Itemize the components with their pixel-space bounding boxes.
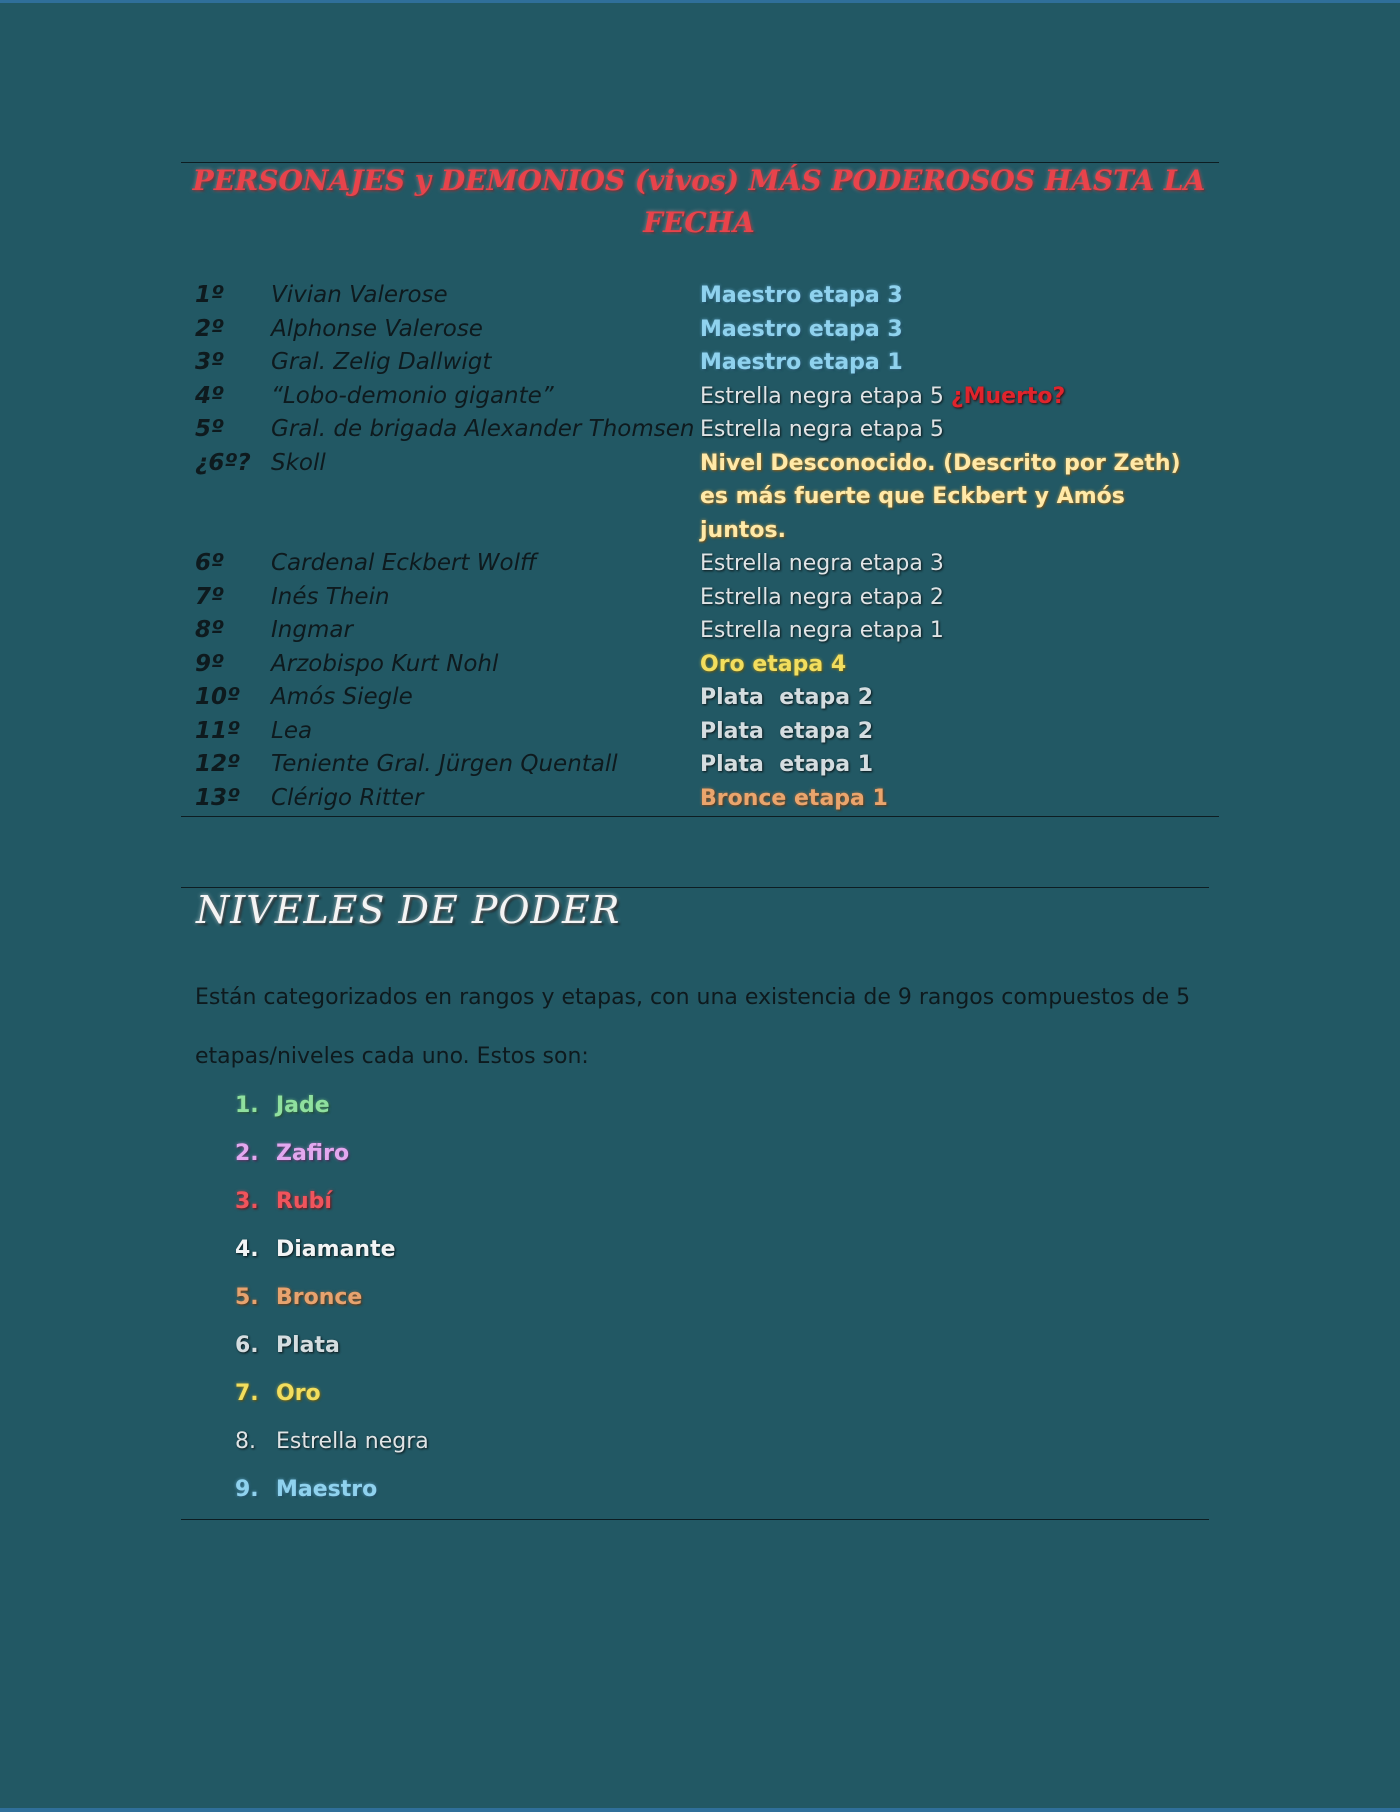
ranking-name: Skoll bbox=[271, 449, 326, 476]
rank-label: Zafiro bbox=[276, 1141, 350, 1166]
ranking-row bbox=[195, 313, 1195, 347]
ranking-name: Alphonse Valerose bbox=[271, 315, 483, 342]
ranking-level: Maestro etapa 1 bbox=[700, 350, 903, 375]
ranking-position: ¿6º? bbox=[195, 449, 251, 476]
ranking-name: Inés Thein bbox=[271, 583, 390, 610]
ranking-level: Estrella negra etapa 5 bbox=[700, 417, 944, 442]
ranking-name: Clérigo Ritter bbox=[271, 784, 424, 811]
ranking-name: Cardenal Eckbert Wolff bbox=[271, 550, 537, 576]
ranking-position: 1º bbox=[195, 282, 224, 308]
list-item bbox=[235, 1322, 429, 1370]
ranking-level: Nivel Desconocido. (Descrito por Zeth) es más fuerte que Eckbert y Amós juntos. bbox=[700, 450, 1181, 543]
ranking-level-cell bbox=[700, 380, 1195, 414]
ranking-position: 3º bbox=[195, 349, 224, 375]
ranking-bottom-rule bbox=[181, 816, 1219, 817]
list-number: 3. bbox=[235, 1189, 259, 1214]
rank-label: Bronce bbox=[276, 1285, 363, 1310]
list-bottom-rule bbox=[181, 1519, 1209, 1520]
ranking-row bbox=[195, 380, 1195, 414]
list-number: 5. bbox=[235, 1285, 259, 1310]
ranking-name: Lea bbox=[271, 717, 313, 744]
ranking-row bbox=[195, 447, 1195, 548]
ranking-name: Teniente Gral. Jürgen Quentall bbox=[271, 751, 618, 777]
ranking-level: Bronce etapa 1 bbox=[700, 785, 888, 811]
ranking-position: 12º bbox=[195, 751, 240, 777]
ranking-row bbox=[195, 346, 1195, 380]
list-item bbox=[235, 1466, 429, 1514]
ranking-level: Oro etapa 4 bbox=[700, 651, 847, 677]
rank-label: Maestro bbox=[276, 1477, 378, 1502]
intro-paragraph: Están categorizados en rangos y etapas, con una existencia de 9 rangos compuestos de 5 etapas/niveles cada uno. Estos son: bbox=[195, 985, 1191, 1069]
section-heading: NIVELES DE PODER bbox=[196, 888, 621, 932]
ranking-position: 4º bbox=[195, 382, 224, 409]
ranking-position: 6º bbox=[195, 550, 224, 576]
ranking-level: Estrella negra etapa 3 bbox=[700, 551, 944, 576]
ranking-name: Amós Siegle bbox=[271, 684, 413, 710]
page-bottom-border bbox=[0, 1808, 1400, 1812]
ranking-row bbox=[195, 715, 1195, 749]
list-number: 7. bbox=[235, 1381, 259, 1406]
ranking-row bbox=[195, 648, 1195, 682]
list-number: 1. bbox=[235, 1093, 259, 1118]
list-item bbox=[235, 1178, 429, 1226]
list-item bbox=[235, 1274, 429, 1322]
ranking-name: Vivian Valerose bbox=[271, 282, 448, 308]
list-item bbox=[235, 1418, 429, 1466]
list-number: 2. bbox=[235, 1141, 259, 1166]
list-item bbox=[235, 1130, 429, 1178]
ranking-row bbox=[195, 748, 1195, 782]
ranking-row bbox=[195, 681, 1195, 715]
ranking-row bbox=[195, 279, 1195, 313]
ranking-position: 5º bbox=[195, 416, 224, 442]
ranking-name: “Lobo-demonio gigante” bbox=[271, 382, 554, 409]
ranking-level: Plata etapa 2 bbox=[700, 685, 874, 710]
ranking-name: Arzobispo Kurt Nohl bbox=[271, 650, 499, 677]
rank-label: Jade bbox=[276, 1093, 330, 1118]
ranking-level: Plata etapa 1 bbox=[700, 752, 874, 777]
ranking-level: Estrella negra etapa 2 bbox=[700, 584, 944, 610]
ranking-row bbox=[195, 413, 1195, 447]
list-number: 6. bbox=[235, 1333, 259, 1358]
list-number: 4. bbox=[235, 1237, 259, 1262]
ranking-level: Estrella negra etapa 5 bbox=[700, 383, 944, 409]
rank-label: Estrella negra bbox=[276, 1429, 429, 1454]
rank-label: Oro bbox=[276, 1381, 321, 1406]
ranking-position: 13º bbox=[195, 784, 240, 811]
page-top-border bbox=[0, 0, 1400, 3]
ranking-row bbox=[195, 581, 1195, 615]
ranking-row bbox=[195, 782, 1195, 816]
ranking-row bbox=[195, 547, 1195, 581]
page-title: PERSONAJES y DEMONIOS (vivos) MÁS PODEROSOS HASTA LA FECHA bbox=[192, 164, 1206, 239]
list-item bbox=[235, 1226, 429, 1274]
ranking-level: Estrella negra etapa 1 bbox=[700, 618, 944, 643]
ranking-position: 8º bbox=[195, 617, 224, 643]
ranking-position: 11º bbox=[195, 717, 240, 744]
rank-label: Rubí bbox=[276, 1189, 332, 1214]
rank-label: Plata bbox=[276, 1333, 340, 1358]
rank-label: Diamante bbox=[276, 1237, 396, 1262]
ranking-level: Plata etapa 2 bbox=[700, 718, 874, 744]
ranking-row bbox=[195, 614, 1195, 648]
list-number: 8. bbox=[235, 1429, 256, 1454]
ranking-level: Maestro etapa 3 bbox=[700, 316, 903, 342]
ranking-name: Gral. de brigada Alexander Thomsen bbox=[271, 416, 695, 442]
power-ranking-table bbox=[195, 279, 1195, 815]
ranking-level: Maestro etapa 3 bbox=[700, 283, 903, 308]
ranking-position: 7º bbox=[195, 583, 224, 610]
ranking-position: 2º bbox=[195, 315, 224, 342]
list-number: 9. bbox=[235, 1477, 259, 1502]
ranking-name: Gral. Zelig Dallwigt bbox=[271, 349, 492, 375]
power-ranks-list bbox=[235, 1082, 429, 1514]
ranking-position: 10º bbox=[195, 684, 240, 710]
ranking-name: Ingmar bbox=[271, 617, 353, 643]
ranking-position: 9º bbox=[195, 650, 224, 677]
list-item bbox=[235, 1370, 429, 1418]
deceased-note: ¿Muerto? bbox=[950, 383, 1066, 409]
list-item bbox=[235, 1082, 429, 1130]
